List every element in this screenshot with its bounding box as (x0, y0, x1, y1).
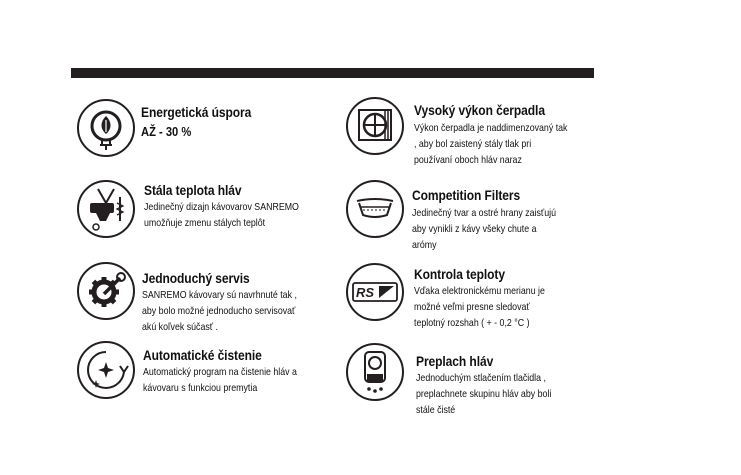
feature-title: Automatické čistenie (143, 347, 262, 363)
feature-description: Vďaka elektronickému merianu je možné veľmi presne sledovať teplotný rozshah ( + - 0,2 °C ) (414, 285, 545, 329)
feature-title: Vysoký výkon čerpadla (414, 102, 545, 118)
portafilter-basket-icon (345, 179, 405, 239)
feature-description: Jednoduchým stlačením tlačidla , preplachnete skupinu hláv aby boli stále čisté (416, 372, 552, 416)
feature-title: Kontrola teploty (414, 266, 505, 282)
feature-title: Jednoduchý servis (142, 270, 250, 286)
feature-description: SANREMO kávovary sú navrhnuté tak , aby bolo možné jednoducho servisovať akú koľvek súčasť . (142, 289, 297, 333)
svg-text:RS: RS (356, 285, 375, 300)
feature-title: Competition Filters (412, 187, 521, 203)
cleaning-cycle-icon (76, 340, 136, 400)
feature-description: Jedinečný tvar a ostré hrany zaisťujú aby vynikli z kávy všeky chute a arómy (412, 207, 557, 251)
feature-description: Automatický program na čistenie hláv a kávovaru s funkciou premytia (143, 366, 297, 394)
feature-title: Preplach hláv (416, 353, 494, 369)
feature-description: Jedinečný dizajn kávovarov SANREMO umožňuje zmenu stálych teplôt (144, 201, 299, 229)
feature-description: AŽ - 30 % (141, 124, 192, 139)
gear-wrench-icon (76, 261, 136, 321)
feature-description: Výkon čerpadla je naddimenzovaný tak , aby bol zaistený stály tlak pri používaní oboch hláv naraz (414, 122, 568, 166)
pump-gauge-icon (345, 96, 405, 156)
leaf-plug-icon (76, 98, 136, 158)
group-head-thermometer-icon (76, 179, 136, 239)
feature-title: Stála teplota hláv (144, 182, 242, 198)
header-divider-bar (71, 68, 594, 78)
feature-title: Energetická úspora (141, 104, 252, 120)
group-flush-icon (345, 342, 405, 402)
rs-temperature-icon (345, 262, 405, 322)
